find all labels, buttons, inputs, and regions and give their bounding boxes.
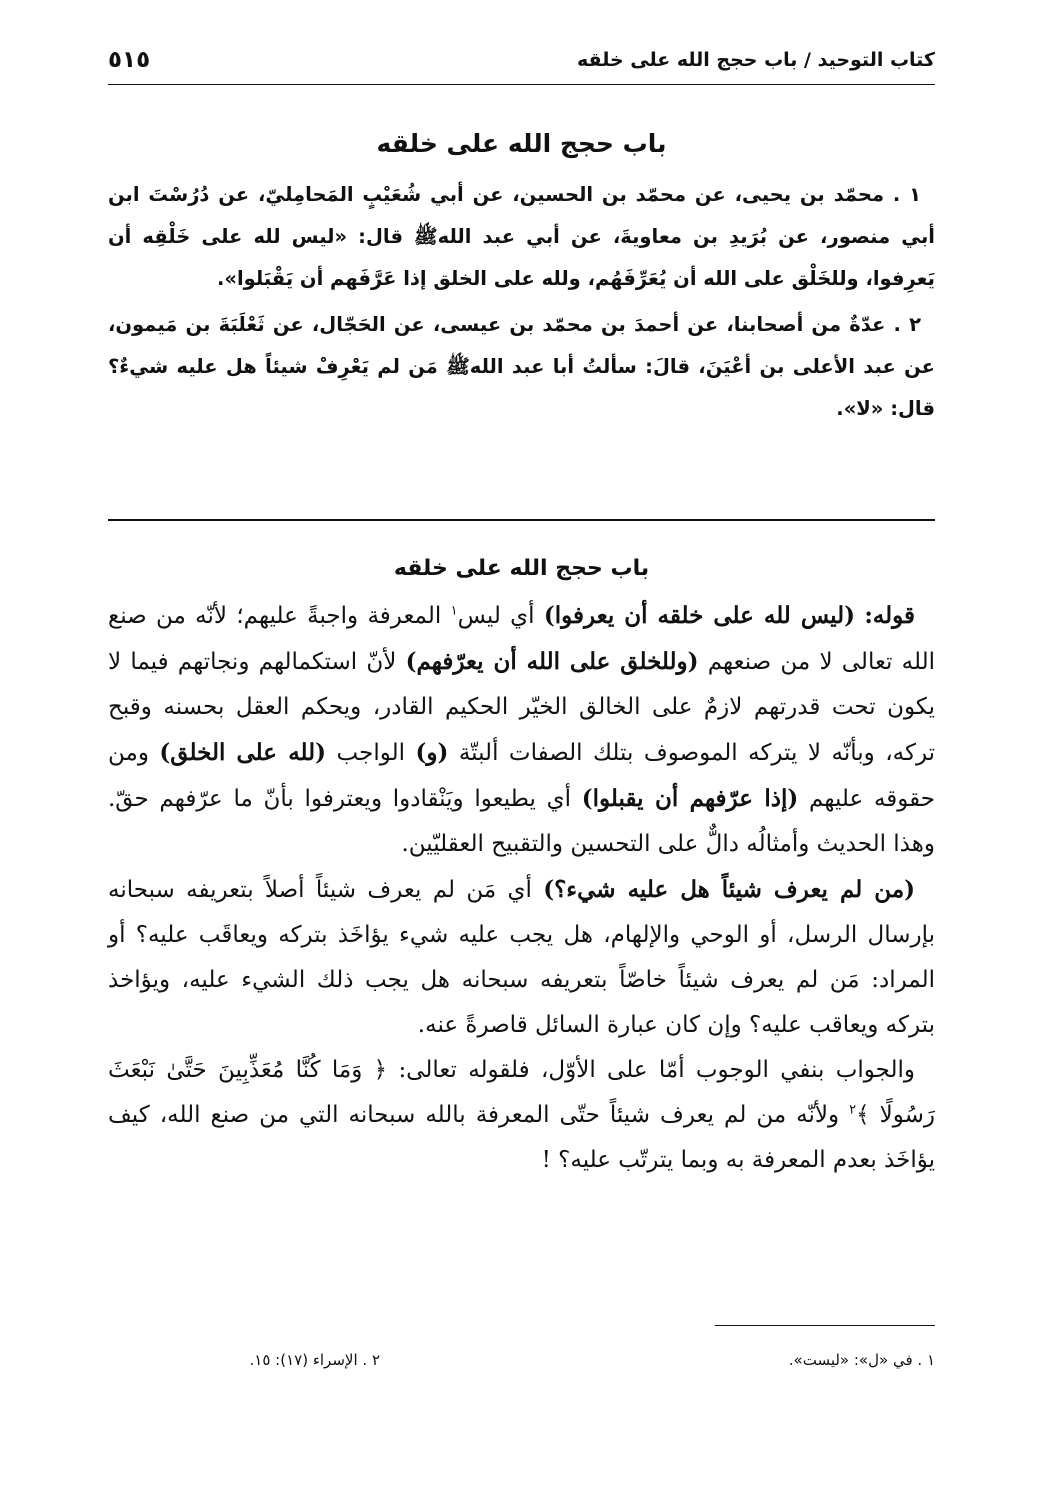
hadith-paragraph-1: ١ . محمّد بن يحيى، عن محمّد بن الحسين، عن أبي شُعَيْبٍ المَحامِليّ، عن دُرُسْتَ ابن أبي منصور، عن بُرَيدِ بن معاويةَ، عن أبي عبد الله‌ﷺ قال: «ليس لله على خَلْقِه أن يَعرِفوا، وللخَلْق على الله أن يُعَرِّفَهُم، ولله على الخلق إذا عَرَّفَهم أن يَقْبَلوا». [108, 183, 935, 290]
quoted-phrase: (إذا عرّفهم أن يقبلوا) [581, 785, 799, 812]
quran-verse: ﴿ وَمَا كُنَّا مُعَذِّبِينَ حَتَّىٰ نَبْعَثَ رَسُولًا ﴾ [108, 1057, 935, 1128]
commentary-paragraph-1 [108, 593, 935, 867]
page-number: ٥١٥ [108, 47, 151, 73]
footnotes [108, 1345, 935, 1375]
section-divider [108, 519, 935, 521]
footnote-ref[interactable]: ١ [450, 603, 458, 619]
commentary-paragraph-3 [108, 1048, 935, 1183]
commentary-text: أي ليس [457, 603, 535, 629]
commentary-lead: قوله: [864, 602, 916, 629]
commentary-section [108, 547, 935, 1183]
commentary-text: أي مَن لم يعرف شيئاً أصلاً بتعريفه سبحانه بإرسال الرسل، أو الوحي والإلهام، هل يجب عليه شيء يؤاخَذ بتركه ويعاقَب عليه؟ أو المراد: مَن لم يعرف شيئاً خاصّاً بتعريفه سبحانه هل يجب ذلك الشيء عليه، ويؤاخذ بتركه ويعاقب عليه؟ وإن كان عبارة السائل قاصرةً عنه. [108, 877, 936, 1038]
footnote-ref[interactable]: ٢ [849, 1102, 857, 1118]
header-rule [108, 84, 935, 85]
commentary-text: ولأنّه من لم يعرف شيئاً حتّى المعرفة بالله سبحانه التي من صنع الله، كيف يؤاخَذ بعدم المعرفة به وبما يترتّب عليه؟ ! [108, 1102, 935, 1173]
footnote-2: ٢ . الإسراء (١٧): ١٥. [249, 1351, 380, 1369]
quoted-phrase: (ليس لله على خلقه أن يعرفوا) [543, 602, 855, 629]
quoted-phrase: (وللخلق على الله أن يعرّفهم) [405, 648, 699, 675]
running-title: كتاب التوحيد / باب حجج الله على خلقه [577, 49, 935, 71]
hadith-section [108, 122, 935, 434]
commentary-text: ومن حقوقه عليهم [108, 740, 936, 812]
commentary-paragraph-2 [108, 867, 935, 1048]
footnote-rule [715, 1325, 935, 1326]
footnote-1: ١ . في «ل»: «ليست». [788, 1351, 935, 1369]
commentary-text: المعرفة واجبةً عليهم؛ لأنّه من صنع الله تعالى لا من صنعهم [108, 603, 935, 675]
quoted-phrase: (و) [415, 739, 449, 766]
commentary-text: أي يطيعوا ويَنْقادوا ويعترفوا بأنّ ما عرّفهم حقّ. وهذا الحديث وأمثالُه دالٌّ على التحسين والتقبيح العقليّين. [108, 786, 935, 857]
commentary-chapter-title: باب حجج الله على خلقه [393, 556, 650, 581]
hadith-chapter-title: باب حجج الله على خلقه [376, 129, 667, 158]
running-header [108, 38, 935, 82]
quoted-phrase: (من لم يعرف شيئاً هل عليه شيء؟) [543, 876, 916, 903]
quoted-phrase: (لله على الخلق) [159, 739, 327, 766]
commentary-text: والجواب بنفي الوجوب أمّا على الأوّل، فلقوله تعالى: [398, 1057, 915, 1083]
hadith-paragraph-2: ٢ . عدّةٌ من أصحابنا، عن أحمدَ بن محمّد بن عيسى، عن الحَجّال، عن ثَعْلَبَةَ بن مَيمون، عن عبد الأعلى بن أعْيَنَ، قالَ: سألتُ أبا عبد الله‌ﷺ مَن لم يَعْرِفْ شيئاً هل عليه شيءٌ؟ قال: «لا». [108, 313, 935, 420]
commentary-text: الواجب [336, 740, 405, 766]
commentary-text: لأنّ استكمالهم ونجاتهم فيما لا يكون تحت قدرتهم لازمٌ على الخالق الخيّر الحكيم القادر، ويحكم العقل بحسنه وقبح تركه، وبأنّه لا يتركه الموصوف بتلك الصفات ألبتّة [108, 649, 936, 766]
